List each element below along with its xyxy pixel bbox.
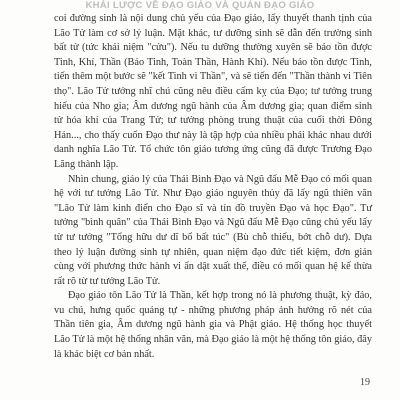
paragraph: coi đường sinh là nội dung chủ yếu của Đạo giáo, lấy thuyết thanh tịnh của Lão Tử làm cơ sở lý luận. Mặt khác, tư dưỡng sinh sẽ dẫn đến trường sinh bất tử (tức khái niệm "cửu"). Nếu tu dưỡng thường xuyên sẽ bảo tồn được Tinh, Khí, Thần (Bảo Tinh, Toàn Thần, Hành Khí). Nếu bảo tồn được Tinh, tiến thêm một bước sẽ "kết Tinh vi Thần", và sẽ tiến đến "Thần thành vi Tiên thọ". Lão Tử tưởng nhĩ chú cũng nêu điều cấm kỵ của Đạo; tư tưởng trung hiếu của Nho gia; Âm dương ngũ hành của Âm dương gia; quan điểm sinh tử hóa khí của Trang Tử; tư tưởng phòng trung thuật của cuối thời Đông Hán..., cho thấy cuốn Đạo thư này là tập hợp của nhiều phái khác nhau dưới danh nghĩa Lão Tử. Tổ chức tôn giáo tương ứng cũng đã được Trương Đạo Lăng thành lập. [54, 13, 372, 170]
running-header: KHÁI LƯỢC VỀ ĐẠO GIÁO VÀ QUÁN ĐẠO GIÁO [85, 0, 315, 11]
body-text [54, 12, 372, 362]
page-number: 19 [360, 377, 370, 388]
paragraph: Đạo giáo tôn Lão Tử là Thần, kết hợp trong nó là phương thuật, kỳ đảo, vu chú, hưng quốc quảng tự - những phương pháp ảnh hưởng rõ nét của Thần tiên gia, Âm dương ngũ hành gia và Phật giáo. Hệ thống học thuyết Lão Tử là một hệ thống nhân văn, mà Đạo giáo là một hệ thống tôn giáo, đây là khác biệt cơ bản nhất. [54, 290, 372, 360]
paragraph: Nhìn chung, giáo lý của Thái Bình Đạo và Ngũ đấu Mễ Đạo có mối quan hệ với tư tưởng Lão Tử. Như Đạo giáo nguyên thủy đã lấy ngũ thiên văn "Lão Tử làm kinh điển cho Đạo sĩ và tín đồ truyền Đạo và học Đạo". Tư tưởng "bình quân" của Thái Bình Đạo và Ngũ đấu Mễ Đạo cũng chủ yếu lấy từ tư tưởng "Tổng hữu dư dĩ bổ bất túc" (Bù chỗ thiếu, bớt chỗ dư). Dựa theo lý luận đường sinh tự nhiên, quan niệm đạo đức tiết kiệm, đơn giản cùng với phương thức hành vi ẩn dật xuất thế, điều có mối quan hệ kế thừa rất rõ từ tư tưởng Lão Tử. [54, 173, 372, 287]
